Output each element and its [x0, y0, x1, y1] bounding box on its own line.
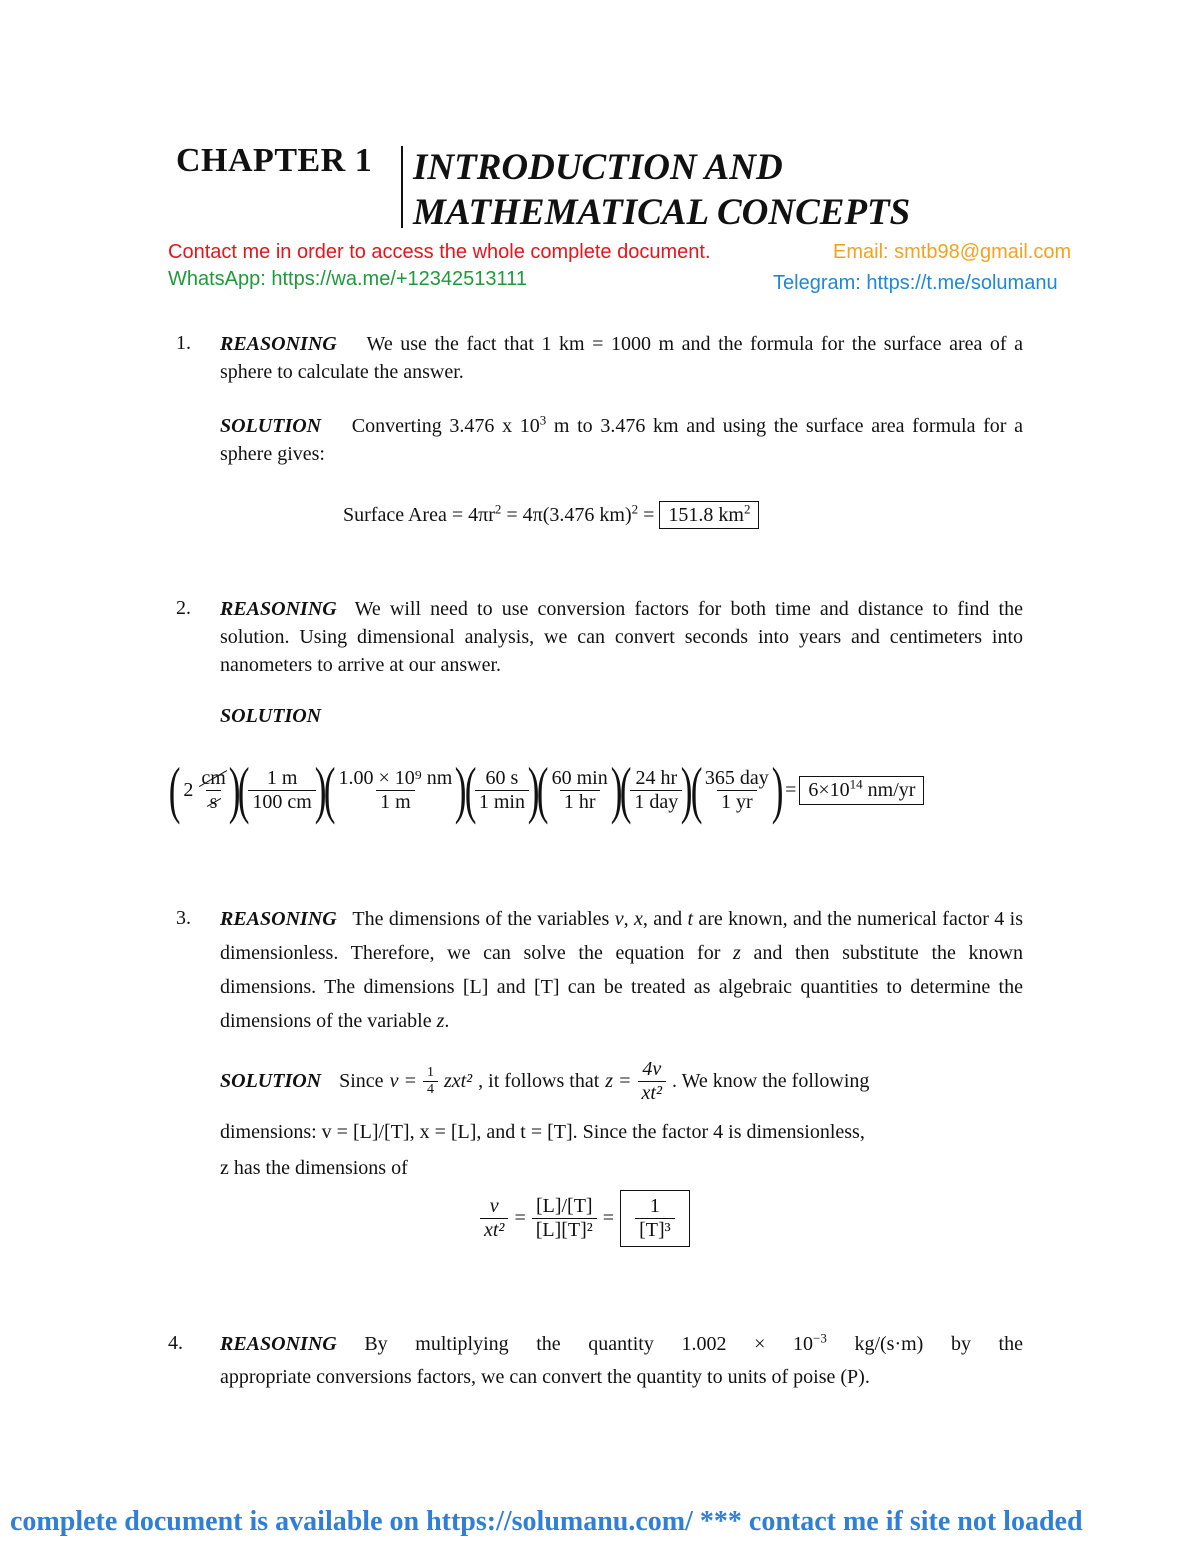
- reasoning-label: REASONING: [220, 1333, 337, 1355]
- reasoning-text: We will need to use conversion factors for both time and distance to find the solution. Using dimensional analysis, we can convert seconds into years and centimeters into nanometers to arrive at our answer.: [220, 598, 1023, 676]
- answer-pre: 6×10: [808, 778, 850, 801]
- right-paren: ): [681, 754, 693, 825]
- contact-access-text: Contact me in order to access the whole complete document.: [168, 241, 711, 263]
- fraction-denominator: [L][T]²: [532, 1218, 597, 1242]
- factor-denominator: 1 hr: [560, 790, 600, 814]
- solution-exponent: 3: [539, 412, 547, 428]
- conversion-factor: [475, 767, 529, 814]
- solution-know: . We know the following: [671, 1070, 870, 1092]
- conversion-factor: [630, 767, 682, 814]
- variable-z: z: [733, 942, 741, 964]
- reasoning-text-b: are known, and the numerical factor 4 is dimensionless. Therefore, we can solve the equation for: [220, 908, 1023, 964]
- chapter-title: [413, 145, 1013, 235]
- reasoning-end: .: [444, 1010, 450, 1032]
- answer-post: nm/yr: [862, 778, 916, 801]
- reasoning-label: REASONING: [220, 333, 337, 355]
- fraction-numerator: [L]/[T]: [535, 1195, 593, 1217]
- fraction-denominator: [T]³: [635, 1218, 675, 1242]
- right-paren: ): [527, 754, 540, 825]
- fraction-denominator: 4: [423, 1081, 438, 1098]
- answer-exponent: 2: [743, 501, 751, 517]
- dimensions-result: [480, 1190, 690, 1247]
- reasoning-text-c: and then substitute the known dimensions. The dimensions [L] and [T] can be treated as algebraic quantities to determine the dimensions of the variable: [220, 942, 1024, 1032]
- left-paren: (: [168, 754, 181, 825]
- fraction-v-over-xt2: [480, 1195, 508, 1242]
- dimensions-line: dimensions: v = [L]/[T], x = [L], and t = [T]. Since the factor 4 is dimensionless,: [220, 1121, 865, 1143]
- solution-label: SOLUTION: [220, 415, 322, 437]
- variable-z: z: [436, 1010, 445, 1032]
- problem-number: 3.: [176, 907, 191, 929]
- reasoning-label: REASONING: [220, 598, 337, 620]
- reasoning-text-a: By multiplying the quantity 1.002 × 10: [364, 1333, 813, 1355]
- conversion-factor: [548, 767, 612, 814]
- problem-1-reasoning: [220, 330, 1023, 386]
- factor-numerator: 1.00 × 10⁹ nm: [338, 766, 453, 789]
- equation-2-left: z =: [605, 1070, 632, 1092]
- fraction-z: [638, 1058, 666, 1105]
- factor-denominator: 1 min: [475, 790, 529, 814]
- factor-denominator: s: [206, 790, 222, 814]
- factor-denominator: 1 yr: [717, 790, 757, 814]
- fraction-numerator: v: [489, 1195, 499, 1217]
- right-paren: ): [228, 754, 241, 825]
- separator: ,: [623, 908, 634, 930]
- contact-whatsapp[interactable]: WhatsApp: https://wa.me/+12342513111: [168, 268, 527, 290]
- problem-4-reasoning-continued: appropriate conversions factors, we can convert the quantity to units of poise (P).: [220, 1366, 870, 1388]
- factor-numerator: 365 day: [704, 766, 769, 789]
- equation-mid: = 4π(3.476 km): [501, 504, 632, 526]
- contact-telegram[interactable]: Telegram: https://t.me/solumanu: [773, 272, 1058, 294]
- reasoning-text: We use the fact that 1 km = 1000 m and the formula for the surface area of a sphere to calculate the answer.: [220, 333, 1023, 383]
- separator: , and: [642, 908, 688, 930]
- solution-since: Since: [339, 1070, 384, 1092]
- equation-exponent: 2: [631, 501, 639, 517]
- left-paren: (: [323, 754, 336, 825]
- contact-email[interactable]: Email: smtb98@gmail.com: [833, 241, 1072, 263]
- right-paren: ): [771, 754, 784, 825]
- fraction-dimensions: [532, 1195, 597, 1242]
- fraction-denominator: xt²: [480, 1218, 508, 1242]
- right-paren: ): [455, 754, 467, 825]
- reasoning-exponent: −3: [812, 1330, 827, 1346]
- right-paren: ): [610, 754, 623, 825]
- equation-left: Surface Area = 4πr: [343, 504, 495, 526]
- problem-2-solution-label: [220, 705, 321, 728]
- factor-numerator: 60 s: [485, 766, 519, 789]
- conversion-factor: [701, 767, 773, 814]
- dimensions-line-2: z has the dimensions of: [220, 1157, 408, 1179]
- conversion-chain: [168, 754, 924, 825]
- conversion-factor: [334, 767, 456, 814]
- factor-numerator: 1 m: [266, 766, 298, 789]
- problem-number: 1.: [176, 332, 191, 354]
- left-paren: (: [690, 754, 703, 825]
- equation-equals: =: [638, 504, 660, 526]
- problem-1-solution: [220, 412, 1023, 468]
- chapter-label: CHAPTER 1: [176, 142, 373, 179]
- solution-label: SOLUTION: [220, 1070, 322, 1092]
- answer-value: 151.8 km: [668, 504, 744, 526]
- left-paren: (: [464, 754, 477, 825]
- solution-label: SOLUTION: [220, 705, 322, 727]
- surface-area-equation: [343, 501, 759, 527]
- factor-denominator: 1 day: [630, 790, 682, 814]
- chapter-title-line-1: INTRODUCTION AND: [413, 147, 783, 188]
- answer-box: [659, 501, 759, 529]
- problem-number: 2.: [176, 597, 191, 619]
- chapter-title-line-2: MATHEMATICAL CONCEPTS: [413, 192, 911, 233]
- solution-text-pre: Converting 3.476 x 10: [351, 415, 540, 437]
- equation-1-left: v =: [389, 1070, 417, 1092]
- equation-exponent: 2: [494, 501, 502, 517]
- solution-text-post: m to 3.476 km and using the surface area formula for a sphere gives:: [220, 415, 1023, 465]
- problem-3-reasoning: [220, 902, 1023, 1038]
- problem-number: 4.: [168, 1332, 183, 1354]
- left-paren: (: [237, 754, 250, 825]
- reasoning-text-b: kg/(s·m) by the: [826, 1333, 1023, 1355]
- factor-prefix: 2: [183, 778, 194, 801]
- equals-sign: =: [514, 1207, 526, 1229]
- fraction-numerator: 1: [426, 1065, 434, 1080]
- right-paren: ): [314, 754, 327, 825]
- conversion-factor: [248, 767, 315, 814]
- footer-notice[interactable]: complete document is available on https://solumanu.com/ *** contact me if site not loaded: [10, 1506, 1083, 1537]
- equation-1-right: zxt²: [443, 1070, 473, 1092]
- equals-sign: =: [602, 1207, 615, 1229]
- reasoning-label: REASONING: [220, 908, 337, 930]
- fraction-numerator: 1: [649, 1195, 660, 1217]
- answer-box: [799, 776, 924, 805]
- chapter-divider: [401, 146, 403, 228]
- left-paren: (: [619, 754, 632, 825]
- factor-numerator: cm: [197, 767, 229, 790]
- variable-x: x: [633, 908, 643, 930]
- fraction-one-quarter: [423, 1065, 438, 1098]
- answer-exponent: 14: [849, 775, 863, 791]
- problem-4-reasoning: [220, 1327, 1023, 1361]
- reasoning-text-a: The dimensions of the variables: [352, 908, 615, 930]
- problem-2-reasoning: [220, 595, 1023, 679]
- problem-3-solution: [220, 1058, 869, 1105]
- factor-numerator: 24 hr: [635, 766, 678, 789]
- left-paren: (: [537, 754, 549, 825]
- variable-v: v: [614, 908, 624, 930]
- factor-denominator: 1 m: [376, 790, 415, 814]
- solution-follows: , it follows that: [478, 1070, 600, 1092]
- answer-box: [620, 1190, 690, 1247]
- factor-denominator: 100 cm: [248, 790, 315, 814]
- equals-sign: =: [785, 778, 797, 801]
- fraction-denominator: xt²: [638, 1081, 666, 1105]
- conversion-factor: [197, 767, 229, 814]
- factor-numerator: 60 min: [551, 766, 608, 789]
- variable-t: t: [687, 908, 694, 930]
- fraction-numerator: 4v: [642, 1058, 662, 1080]
